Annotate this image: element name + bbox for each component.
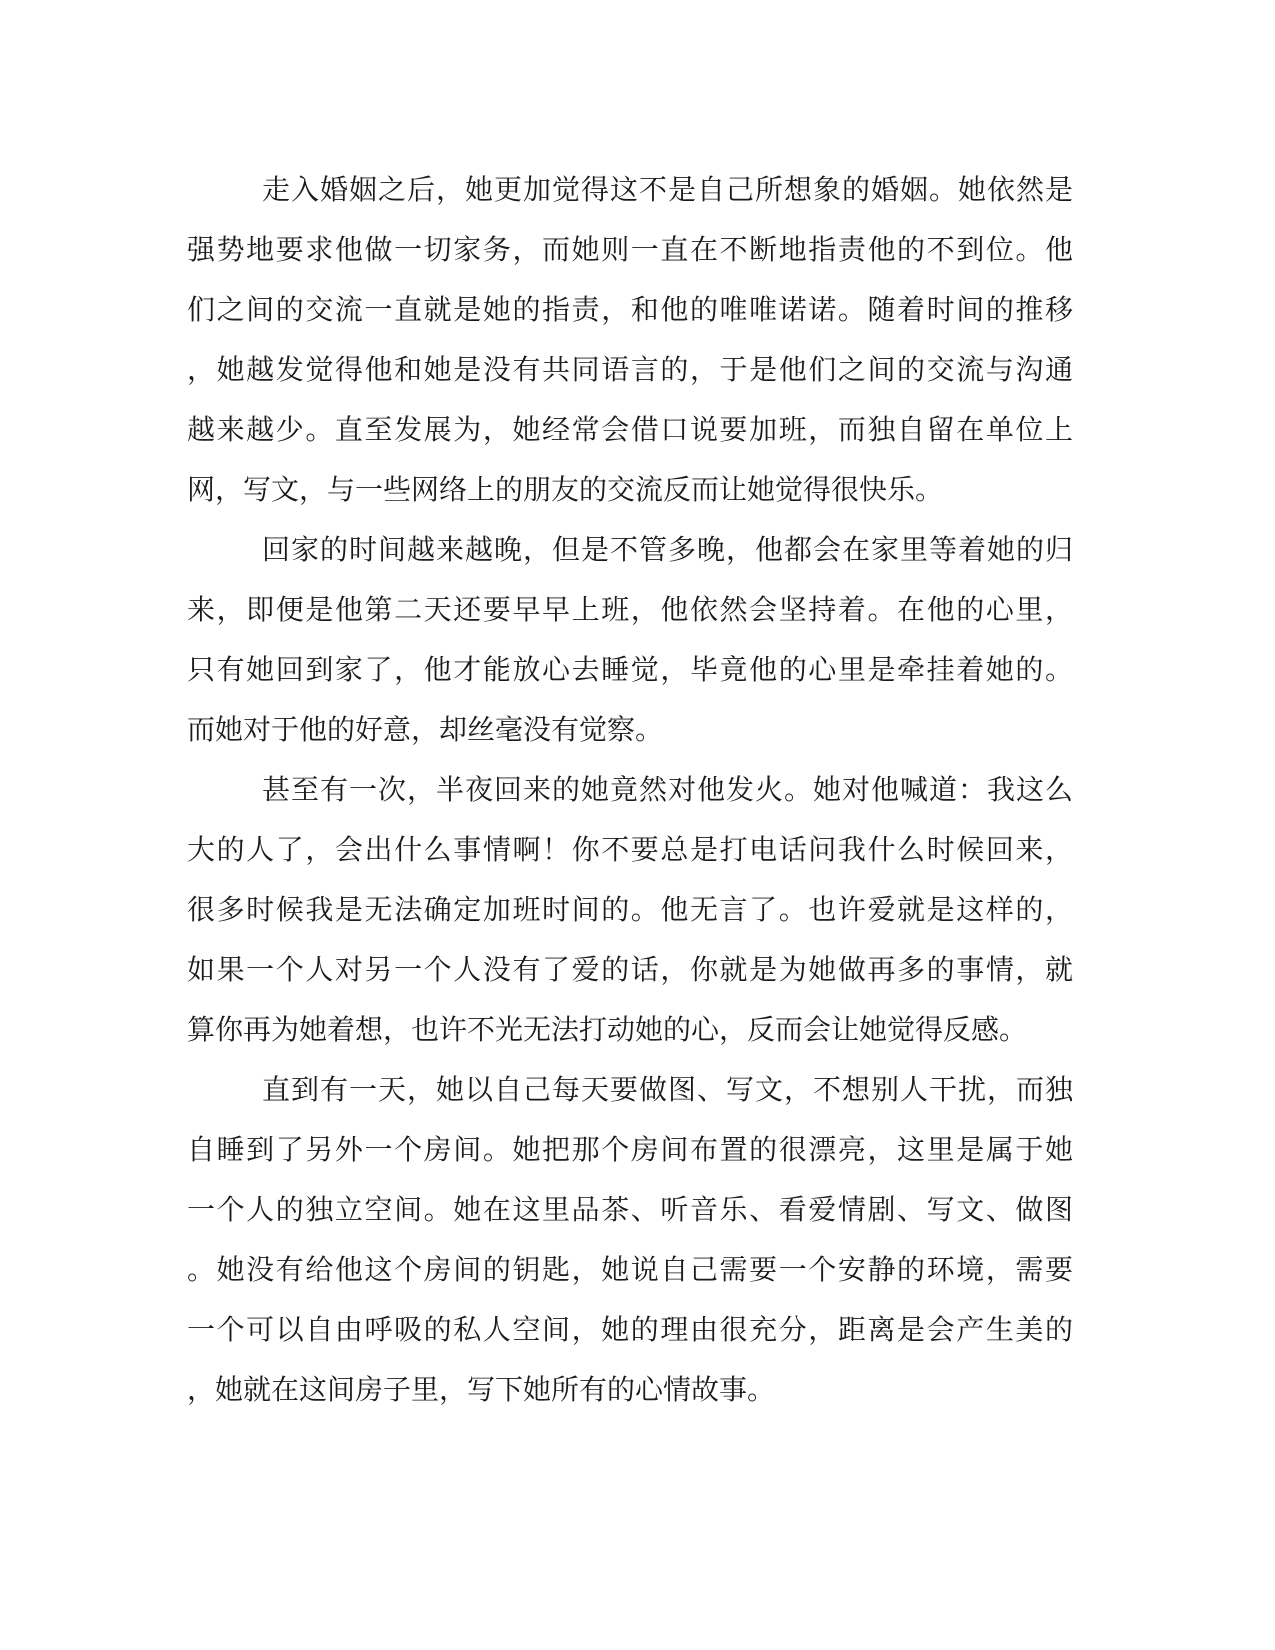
text-line: 直到有一天，她以自己每天要做图、写文，不想别人干扰，而独 <box>262 1073 1073 1106</box>
text-line: 很多时候我是无法确定加班时间的。他无言了。也许爱就是这样的， <box>187 893 1073 926</box>
text-line: 越来越少。直至发展为，她经常会借口说要加班，而独自留在单位上 <box>187 413 1073 446</box>
text-line: 一个人的独立空间。她在这里品茶、听音乐、看爱情剧、写文、做图 <box>187 1193 1073 1226</box>
text-line: 甚至有一次，半夜回来的她竟然对他发火。她对他喊道：我这么 <box>262 773 1073 806</box>
paragraph-1 <box>187 160 1073 520</box>
text-line: 自睡到了另外一个房间。她把那个房间布置的很漂亮，这里是属于她 <box>187 1133 1073 1166</box>
text-line: ，她就在这间房子里，写下她所有的心情故事。 <box>187 1373 776 1406</box>
text-line: 一个可以自由呼吸的私人空间，她的理由很充分，距离是会产生美的 <box>187 1313 1073 1346</box>
document-body <box>187 160 1073 1420</box>
text-line: 回家的时间越来越晚，但是不管多晚，他都会在家里等着她的归 <box>262 533 1073 566</box>
paragraph-3 <box>187 760 1073 1060</box>
paragraph-4 <box>187 1060 1073 1420</box>
text-line: 网，写文，与一些网络上的朋友的交流反而让她觉得很快乐。 <box>187 473 944 506</box>
text-line: 只有她回到家了，他才能放心去睡觉，毕竟他的心里是牵挂着她的。 <box>187 653 1073 686</box>
text-line: 大的人了，会出什么事情啊！你不要总是打电话问我什么时候回来， <box>187 833 1073 866</box>
text-line: 们之间的交流一直就是她的指责，和他的唯唯诺诺。随着时间的推移 <box>187 293 1073 326</box>
text-line: 来，即便是他第二天还要早早上班，他依然会坚持着。在他的心里， <box>187 593 1073 626</box>
text-line: 。她没有给他这个房间的钥匙，她说自己需要一个安静的环境，需要 <box>187 1253 1073 1286</box>
text-line: ，她越发觉得他和她是没有共同语言的，于是他们之间的交流与沟通 <box>187 353 1073 386</box>
text-line: 而她对于他的好意，却丝毫没有觉察。 <box>187 713 664 746</box>
text-line: 走入婚姻之后，她更加觉得这不是自己所想象的婚姻。她依然是 <box>262 173 1073 206</box>
text-line: 强势地要求他做一切家务，而她则一直在不断地指责他的不到位。他 <box>187 233 1073 266</box>
text-line: 算你再为她着想，也许不光无法打动她的心，反而会让她觉得反感。 <box>187 1013 1028 1046</box>
paragraph-2 <box>187 520 1073 760</box>
text-line: 如果一个人对另一个人没有了爱的话，你就是为她做再多的事情，就 <box>187 953 1073 986</box>
